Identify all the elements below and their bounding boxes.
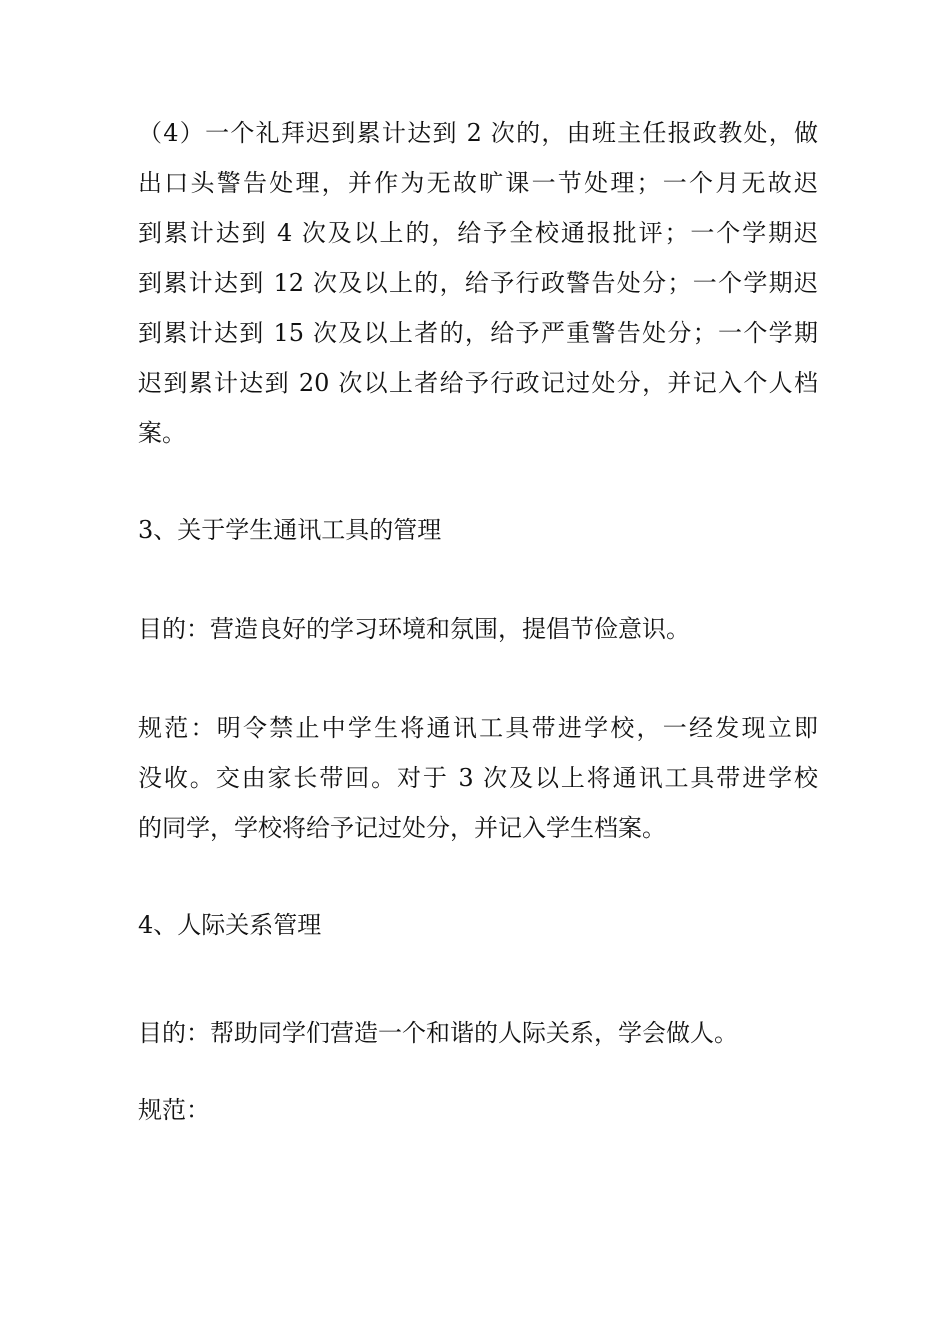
paragraph-line: 的同学，学校将给予记过处分，并记入学生档案。 (138, 814, 666, 842)
section-3-purpose: 目的：营造良好的学习环境和氛围，提倡节俭意识。 (138, 615, 690, 643)
paragraph-line: 没收。交由家长带回。对于 3 次及以上将通讯工具带进学校 (138, 764, 818, 792)
section-3-norm-paragraph (138, 703, 818, 853)
section-4-heading: 4、人际关系管理 (138, 911, 322, 939)
late-arrival-paragraph (138, 108, 818, 458)
paragraph-line: 案。 (138, 419, 186, 447)
paragraph-line: 到累计达到 15 次及以上者的，给予严重警告处分；一个学期 (138, 319, 818, 347)
section-3-heading: 3、关于学生通讯工具的管理 (138, 516, 442, 544)
paragraph-line: （4）一个礼拜迟到累计达到 2 次的，由班主任报政教处，做 (138, 119, 818, 147)
paragraph-line: 出口头警告处理，并作为无故旷课一节处理；一个月无故迟 (138, 169, 818, 197)
paragraph-line: 到累计达到 4 次及以上的，给予全校通报批评；一个学期迟 (138, 219, 818, 247)
section-4-purpose: 目的：帮助同学们营造一个和谐的人际关系，学会做人。 (138, 1019, 738, 1047)
section-4-norm: 规范： (138, 1096, 210, 1124)
paragraph-line: 规范：明令禁止中学生将通讯工具带进学校，一经发现立即 (138, 714, 818, 742)
paragraph-line: 迟到累计达到 20 次以上者给予行政记过处分，并记入个人档 (138, 369, 818, 397)
paragraph-line: 到累计达到 12 次及以上的，给予行政警告处分；一个学期迟 (138, 269, 818, 297)
